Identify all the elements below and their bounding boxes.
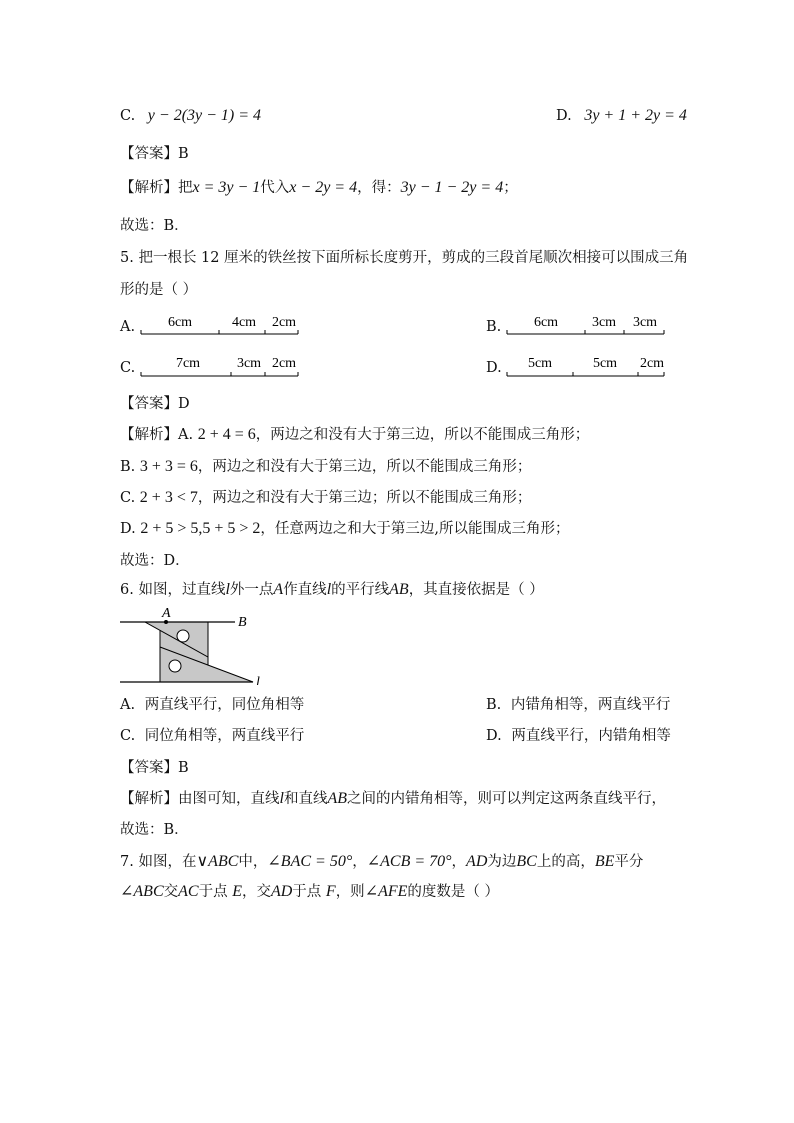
analysis-label: 【解析】 bbox=[120, 791, 178, 807]
analysis-text: 之间的内错角相等，则可以判定这两条直线平行， bbox=[347, 791, 666, 807]
segment-label: 6cm bbox=[533, 315, 559, 330]
answer-label: 【答案】 bbox=[120, 760, 178, 776]
stem-symbol: AC bbox=[178, 883, 199, 900]
stem-text: ，其直接依据是（ ） bbox=[408, 582, 544, 598]
ruler-hole bbox=[177, 630, 189, 642]
q5-segment-figures bbox=[0, 0, 794, 400]
stem-symbol: BE bbox=[594, 853, 615, 870]
stem-text: 上的高， bbox=[536, 854, 595, 870]
label-a: A bbox=[162, 606, 171, 621]
analysis-text: ； bbox=[503, 180, 518, 196]
q5-analysis-line-d bbox=[120, 519, 570, 539]
q6-analysis bbox=[120, 789, 666, 809]
stem-symbol: l bbox=[225, 581, 230, 598]
segment-c bbox=[141, 372, 298, 376]
q5-stem-line2: 形的是（ ） bbox=[120, 282, 198, 298]
answer-label: 【答案】 bbox=[120, 396, 178, 412]
stem-text: 于点 bbox=[292, 884, 326, 900]
stem-symbol: ∨ABC bbox=[196, 853, 239, 870]
q5-analysis-line-b bbox=[120, 457, 531, 477]
q5-option-a-letter: A. bbox=[120, 319, 136, 335]
stem-symbol: ∠AFE bbox=[364, 883, 408, 900]
option-letter: D. bbox=[556, 108, 572, 124]
stem-text: 平分 bbox=[614, 854, 644, 870]
segment-label: 3cm bbox=[591, 315, 617, 330]
analysis-expression: x − 2y = 4 bbox=[289, 179, 358, 196]
option-text: 同位角相等，两直线平行 bbox=[144, 728, 305, 744]
analysis-expression: 2 + 4 = 6 bbox=[197, 426, 256, 443]
q7-stem-line1 bbox=[120, 852, 643, 872]
stem-expression: ∠BAC = 50° bbox=[267, 853, 353, 870]
q5-analysis-line-c bbox=[120, 488, 531, 508]
stem-text: ， bbox=[352, 854, 367, 870]
analysis-expression: 2 + 3 < 7 bbox=[139, 489, 198, 506]
segment-label: 2cm bbox=[271, 315, 297, 330]
stem-symbol: AD bbox=[270, 883, 293, 900]
segment-label: 3cm bbox=[236, 356, 262, 371]
segment-label: 5cm bbox=[592, 356, 618, 371]
q5-analysis-line-a bbox=[120, 425, 589, 445]
stem-symbol: l bbox=[326, 581, 332, 598]
q5-answer bbox=[120, 394, 190, 414]
stem-expression: ∠ACB = 70° bbox=[366, 853, 452, 870]
analysis-prefix: A. bbox=[178, 427, 198, 443]
segment-label: 3cm bbox=[632, 315, 658, 330]
stem-text: 交 bbox=[163, 884, 179, 900]
stem-symbol: F bbox=[325, 883, 336, 900]
analysis-text: ，任意两边之和大于第三边,所以能围成三角形； bbox=[260, 521, 570, 537]
stem-symbol: ∠ABC bbox=[120, 883, 164, 900]
analysis-text: 把 bbox=[178, 180, 193, 196]
analysis-text: ，两边之和没有大于第三边，所以不能围成三角形； bbox=[197, 459, 532, 475]
stem-text: 外一点 bbox=[229, 582, 274, 598]
analysis-expression: 3y − 1 − 2y = 4 bbox=[400, 179, 504, 196]
stem-text: 于点 bbox=[198, 884, 233, 900]
q6-figure bbox=[115, 605, 295, 685]
q4-conclusion: 故选：B． bbox=[120, 218, 189, 234]
analysis-label: 【解析】 bbox=[120, 180, 178, 196]
stem-text: ，则 bbox=[335, 884, 365, 900]
analysis-expression: x = 3y − 1 bbox=[192, 179, 261, 196]
q6-option-a bbox=[120, 695, 304, 715]
segment-label: 7cm bbox=[175, 356, 201, 371]
q5-stem-line1: 5. 把一根长 12 厘米的铁丝按下面所标长度剪开，剪成的三段首尾顺次相接可以围成三角 bbox=[120, 250, 689, 266]
q5-option-d-letter: D. bbox=[486, 360, 502, 376]
analysis-prefix: C. bbox=[120, 490, 140, 506]
stem-symbol: BC bbox=[516, 853, 537, 870]
option-expression: 3y + 1 + 2y = 4 bbox=[584, 107, 687, 124]
analysis-symbol: l bbox=[279, 790, 284, 807]
q6-option-c bbox=[120, 726, 304, 746]
analysis-text: 代入 bbox=[260, 180, 290, 196]
option-expression: y − 2(3y − 1) = 4 bbox=[147, 107, 262, 124]
analysis-label: 【解析】 bbox=[120, 427, 178, 443]
label-b: B bbox=[238, 615, 247, 630]
stem-text: 的平行线 bbox=[331, 582, 390, 598]
q6-stem bbox=[120, 580, 544, 600]
label-l: l bbox=[256, 675, 260, 685]
segment-label: 2cm bbox=[271, 356, 297, 371]
segment-d bbox=[507, 372, 664, 376]
q6-option-d bbox=[486, 726, 671, 746]
q5-option-b-letter: B. bbox=[486, 319, 502, 335]
analysis-prefix: B. bbox=[120, 459, 140, 475]
option-letter: B. bbox=[486, 697, 502, 713]
q5-option-c-letter: C. bbox=[120, 360, 136, 376]
q5-conclusion: 故选：D． bbox=[120, 553, 190, 569]
stem-symbol: AD bbox=[466, 853, 488, 870]
segment-label: 2cm bbox=[639, 356, 665, 371]
q6-answer bbox=[120, 758, 189, 778]
analysis-expression: 3 + 3 = 6 bbox=[139, 458, 198, 475]
segment-a bbox=[141, 330, 298, 334]
stem-text: 为边 bbox=[487, 854, 517, 870]
ruler-hole bbox=[169, 660, 181, 672]
analysis-expression: 2 + 5 > 5,5 + 5 > 2 bbox=[140, 520, 261, 537]
analysis-prefix: D. bbox=[120, 521, 141, 537]
option-letter: A. bbox=[120, 697, 136, 713]
stem-symbol: E bbox=[232, 883, 242, 900]
segment-label: 6cm bbox=[167, 315, 193, 330]
stem-text: 作直线 bbox=[283, 582, 327, 598]
analysis-text: ，两边之和没有大于第三边，所以不能围成三角形； bbox=[255, 427, 590, 443]
analysis-text: 由图可知，直线 bbox=[178, 791, 280, 807]
stem-text: ， bbox=[451, 854, 467, 870]
analysis-text: ，两边之和没有大于第三边；所以不能围成三角形； bbox=[197, 490, 532, 506]
analysis-text: 和直线 bbox=[283, 791, 328, 807]
stem-symbol: A bbox=[273, 581, 284, 598]
stem-text: ，交 bbox=[241, 884, 271, 900]
option-text: 内错角相等，两直线平行 bbox=[510, 697, 671, 713]
stem-text: 的度数是（ ） bbox=[407, 884, 500, 900]
option-letter: C. bbox=[120, 728, 136, 744]
q6-conclusion: 故选：B． bbox=[120, 822, 189, 838]
option-text: 两直线平行，同位角相等 bbox=[144, 697, 305, 713]
q7-stem-line2 bbox=[120, 882, 499, 902]
q6-option-b bbox=[486, 695, 670, 715]
analysis-symbol: AB bbox=[327, 790, 347, 807]
answer-value: B bbox=[178, 760, 189, 776]
option-letter: D. bbox=[486, 728, 502, 744]
stem-text: 中， bbox=[238, 854, 268, 870]
segment-b bbox=[507, 330, 664, 334]
stem-text: 7. 如图，在 bbox=[120, 854, 197, 870]
option-text: 两直线平行，内错角相等 bbox=[511, 728, 671, 744]
answer-value: B bbox=[178, 146, 189, 162]
stem-text: 6. 如图，过直线 bbox=[120, 582, 226, 598]
segment-label: 5cm bbox=[527, 356, 553, 371]
answer-value: D bbox=[178, 396, 190, 412]
answer-label: 【答案】 bbox=[120, 146, 178, 162]
option-letter: C. bbox=[120, 108, 136, 124]
stem-symbol: AB bbox=[389, 581, 409, 598]
analysis-text: ，得： bbox=[357, 180, 401, 196]
segment-label: 4cm bbox=[231, 315, 257, 330]
